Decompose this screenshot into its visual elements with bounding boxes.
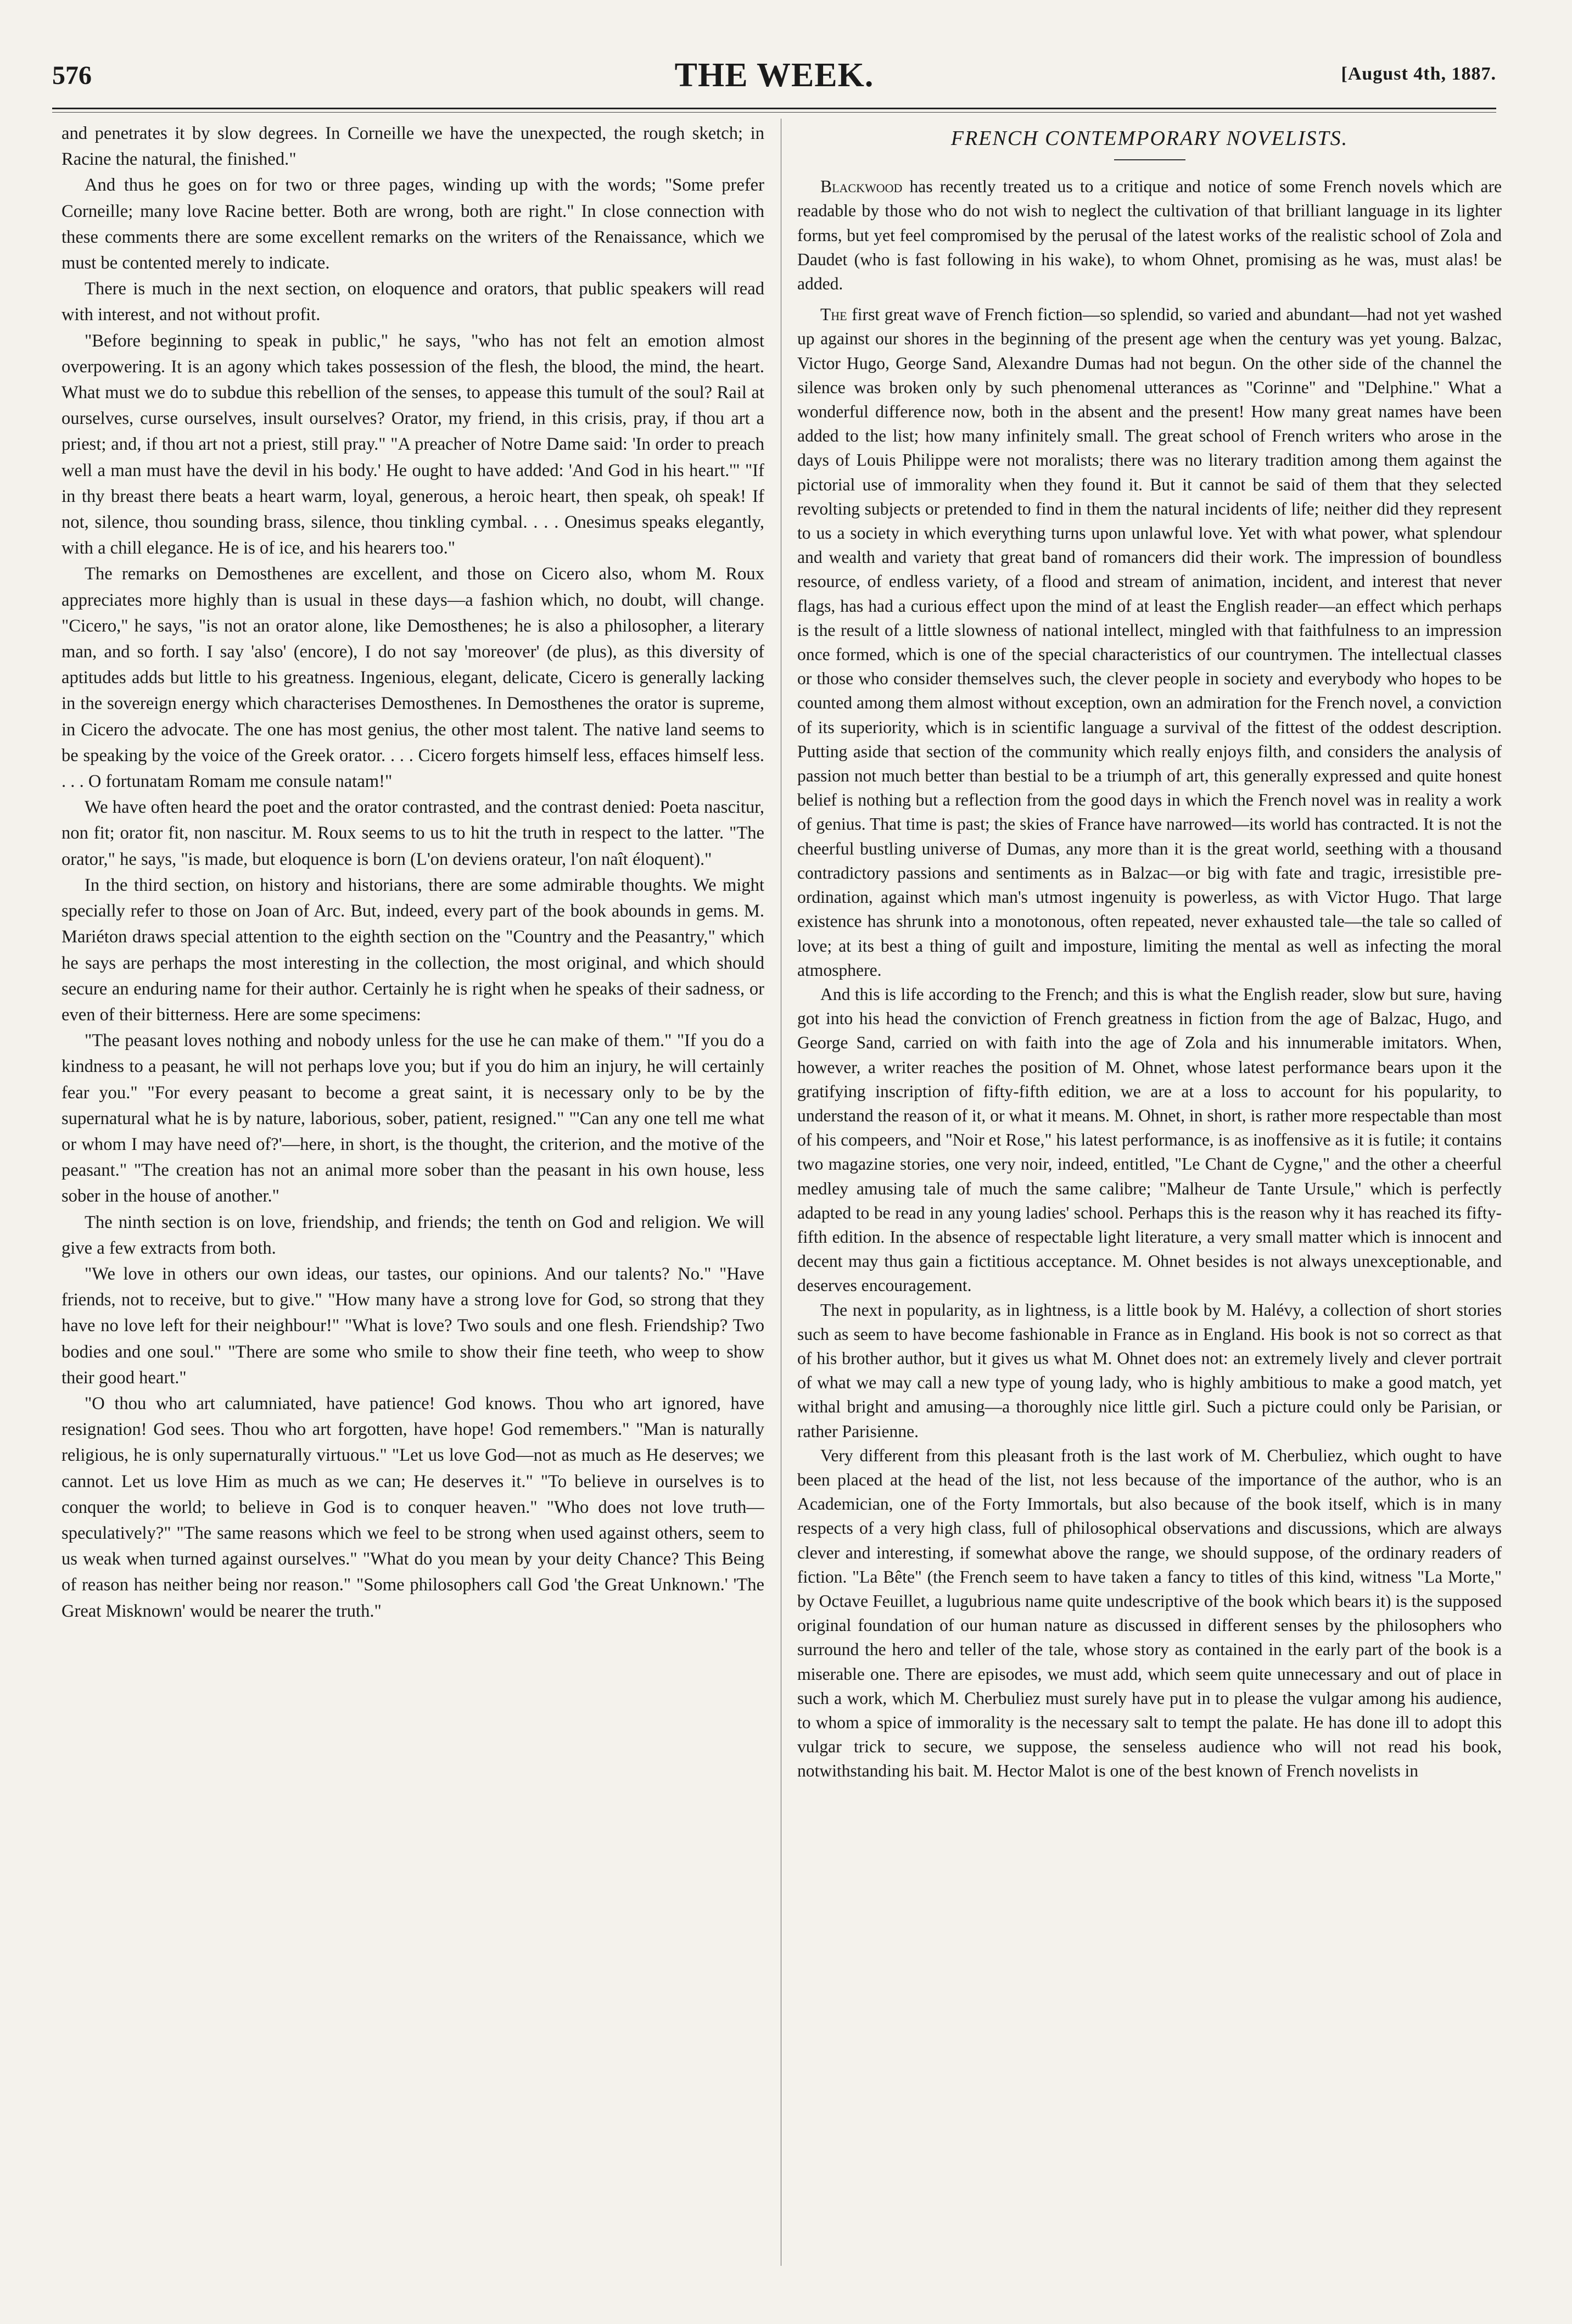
paragraph: "The peasant loves nothing and nobody unless for the use he can make of them." "If you do a kindness to a peasant, he will not perhaps love you; but if you do him an injury, he will certainly fear you." "For every peasant to become a great saint, it is necessary only to be by the supernatural what he is by nature, laborious, sober, patient, resigned." "'Can any one tell me what or whom I may have need of?'—here, in short, is the thought, the criterion, and the motive of the peasant." "The creation has not an animal more sober than the peasant in his own house, less sober in the house of another." <box>61 1031 764 1206</box>
right-column <box>797 121 1502 2262</box>
body-first-text: first great wave of French fiction—so splendid, so varied and abundant—had not yet washed up against our shores in the beginning of the present age when the century was yet young. Balzac, Victor Hugo, George Sand, Alexandre Dumas had not begun. On the other side of the channel the silence was broken only by such phenomenal utterances as "Corinne" and "Delphine." What a wonderful difference now, both in the absent and the present! How many great names have been added to the list; how many infinitely small. The great school of French writers who arose in the days of Louis Philippe were not moralists; there was no literary tradition among them against the pictorial use of immorality when they found it. But it cannot be said of them that they selected revolting subjects or pretended to find in them the natural incidents of life; neither did they represent to us a society in which everything turns upon unlawful love. Yet with what power, what splendour and wealth and variety that great band of romancers did their work. The impression of boundless resource, of endless variety, of a flood and stream of animation, incident, and interest that never flags, has had a curious effect upon the mind of at least the English reader—an effect which perhaps is the result of a little slowness of national intellect, mingled with that faithfulness to an impression once formed, which is one of the special characteristics of our countrymen. The intellectual classes or those who consider themselves such, the clever people in society and everybody who hopes to be counted among them almost without exception, own an admiration for the French novel, a conviction of its superiority, which is in scientific language a survival of the fittest of the oddest description. Putting aside that section of the community which really enjoys filth, and considers the analysis of passion not much better than bestial to be a triumph of art, this generally expressed and quite honest belief is nothing but a reflection from the good days in which the French novel was in reality a work of genius. That time is past; the skies of France have narrowed—its world has contracted. It is not the cheerful bustling universe of Dumas, any more than it is the great world, seething with a thousand contradictory passions and sentiments as in Balzac—or big with fate and tragic, irresistible pre-ordination, against which man's utmost ingenuity is powerless, as with Victor Hugo. That large existence has shrunk into a monotonous, often repeated, never exhausted tale—the tale so called of love; at its best a thing of guilt and imposture, limiting the mental as well as infecting the moral atmosphere. <box>797 305 1502 980</box>
paragraph: "We love in others our own ideas, our tastes, our opinions. And our talents? No." "Have friends, not to receive, but to give." "How many have a strong love for God, so strong that they have no love left for their neighbour!" "What is love? Two souls and one flesh. Friendship? Two bodies and one soul." "There are some who smile to show their fine teeth, who weep to show their good heart." <box>61 1264 764 1388</box>
intro-lead-word: Blackwood <box>820 177 903 197</box>
intro-paragraph <box>797 175 1502 296</box>
paragraph: In the third section, on history and historians, there are some admirable thoughts. We might specially refer to those on Joan of Arc. But, indeed, every part of the book abounds in gems. M. Mariéton draws special attention to the eighth section on the "Country and the Peasantry," which he says are perhaps the most interesting in the collection, the most original, and which should secure an enduring name for their author. Certainly he is right when he speaks of their sadness, or even of their bitterness. Here are some specimens: <box>61 875 764 1025</box>
paragraph <box>797 303 1502 982</box>
issue-date: [August 4th, 1887. <box>1341 64 1496 84</box>
header-rule-thin <box>52 112 1496 113</box>
body-lead-word: The <box>820 305 847 325</box>
paragraph: "Before beginning to speak in public," he says, "who has not felt an emotion almost overpowering. It is an agony which takes possession of the flesh, the blood, the mind, the heart. What must we do to subdue this rebellion of the senses, to appease this tumult of the soul? Rail at ourselves, curse ourselves, insult ourselves? Orator, my friend, in this crisis, pray, if thou art a priest; and, if thou art not a priest, still pray." "A preacher of Notre Dame said: 'In order to preach well a man must have the devil in his body.' He ought to have added: 'And God in his heart.'" "If in thy breast there beats a heart warm, loyal, generous, a heroic heart, then speak, oh speak! If not, silence, thou sounding brass, silence, thou tinkling cymbal. . . . Onesimus speaks elegantly, with a chill elegance. He is of ice, and his hearers too." <box>61 331 764 558</box>
intro-text: has recently treated us to a critique and notice of some French novels which are readable by those who do not wish to neglect the cultivation of that brilliant language in its lighter forms, but yet feel compromised by the perusal of the latest works of the realistic school of Zola and Daudet (who is fast following in his wake), to whom Ohnet, promising as he was, must alas! be added. <box>797 177 1502 294</box>
title-rule <box>1114 159 1185 160</box>
paragraph: And thus he goes on for two or three pages, winding up with the words; "Some prefer Corneille; many love Racine better. Both are wrong, both are right." In close connection with these comments there are some excellent remarks on the writers of the Renaissance, which we must be contented merely to indicate. <box>61 175 764 273</box>
paragraph: We have often heard the poet and the orator contrasted, and the contrast denied: Poeta nascitur, non fit; orator fit, non nascitur. M. Roux seems to us to hit the truth in respect to the latter. "The orator," he says, "is made, but eloquence is born (L'on deviens orateur, l'on naît éloquent)." <box>61 797 764 869</box>
paragraph: The ninth section is on love, friendship, and friends; the tenth on God and religion. We will give a few extracts from both. <box>61 1212 764 1258</box>
page-header <box>52 57 1496 104</box>
paragraph: The next in popularity, as in lightness, is a little book by M. Halévy, a collection of short stories such as seem to have become fashionable in France as in England. His book is not so correct as that of his brother author, but it gives us what M. Ohnet does not: an extremely lively and clever portrait of what we may call a new type of young lady, who is highly ambitious to make a good match, yet withal bright and amusing—a thoroughly nice little girl. Such a picture could only be Parisian, or rather Parisienne. <box>797 1300 1502 1441</box>
paragraph: "O thou who art calumniated, have patience! God knows. Thou who art ignored, have resignation! God sees. Thou who art forgotten, have hope! God remembers." "Man is naturally religious, he is only supernaturally virtuous." "Let us love God—not as much as He deserves; we cannot. Let us love Him as much as we can; He deserves it." "To believe in ourselves is to conquer the world; to believe in God is to conquer heaven." "Who does not love truth—speculatively?" "The same reasons which we feel to be strong when used against others, seem to us weak when turned against ourselves." "What do you mean by your deity Chance? This Being of reason has neither being nor reason." "Some philosophers call God 'the Great Unknown.' 'The Great Misknown' would be nearer the truth." <box>61 1393 764 1621</box>
paragraph: Very different from this pleasant froth is the last work of M. Cherbuliez, which ought to have been placed at the head of the list, not less because of the importance of the author, who is an Academician, one of the Forty Immortals, but also because of the book itself, which is in many respects of a very high class, full of philosophical observations and discussions, which are always clever and interesting, if somewhat above the range, we should suppose, of the ordinary readers of fiction. "La Bête" (the French seem to have taken a fancy to titles of this kind, witness "La Morte," by Octave Feuillet, a lugubrious name quite undescriptive of the book which bears it) is the supposed original foundation of our human nature as discussed in different senses by the philosophers who surround the hero and teller of the tale, whose story as contained in the early part of the book is a miserable one. There are episodes, we must add, which seem quite unnecessary and out of place in such a work, which M. Cherbuliez must surely have put in to please the vulgar among his audience, to whom a spice of immorality is the necessary salt to tempt the palate. He has done ill to adopt this vulgar trick to secure, we suppose, the senseless audience who will not read his book, notwithstanding his bait. M. Hector Malot is one of the best known of French novelists in <box>797 1445 1502 1781</box>
paragraph: And this is life according to the French; and this is what the English reader, slow but sure, having got into his head the conviction of French greatness in fiction from the age of Balzac, Hugo, and George Sand, carried on with faith into the age of Zola and his innumerable imitators. When, however, a writer reaches the position of M. Ohnet, whose latest performance bears upon it the gratifying inscription of fifty-fifth edition, we are at a loss to account for his popularity, to understand the reason of it, or what it means. M. Ohnet, in short, is rather more respectable than most of his compeers, and "Noir et Rose," his latest performance, is as inoffensive as it is futile; it contains two magazine stories, one very noir, indeed, entitled, "Le Chant de Cygne," and the other a cheerful medley amusing tale of much the same calibre; "Malheur de Tante Ursule," which is perfectly adapted to be read in any young ladies' school. Perhaps this is the reason why it has reached its fifty-fifth edition. In the absence of respectable light literature, a very small matter which is innocent and decent may thus gain a fictitious acceptance. M. Ohnet besides is not always unexceptionable, and deserves encouragement. <box>797 984 1502 1295</box>
paragraph: There is much in the next section, on eloquence and orators, that public speakers will read with interest, and not without profit. <box>61 279 764 325</box>
paragraph: The remarks on Demosthenes are excellent, and those on Cicero also, whom M. Roux appreciates more highly than is usual in these days—a fashion which, no doubt, will change. "Cicero," he says, "is not an orator alone, like Demosthenes; he is also a philosopher, a literary man, and so forth. I say 'also' (encore), I do not say 'moreover' (de plus), as this diversity of aptitudes adds but little to his greatness. Ingenious, elegant, delicate, Cicero is generally lacking in the sovereign energy which characterises Demosthenes. In Demosthenes the orator is supreme, in Cicero the advocate. The one has most genius, the other most talent. The native land seems to be speaking by the voice of the Greek orator. . . . Cicero forgets himself less, effaces himself less. . . . O fortunatam Romam me consule natam!" <box>61 564 764 792</box>
paragraph: and penetrates it by slow degrees. In Corneille we have the unexpected, the rough sketch; in Racine the natural, the finished." <box>61 124 764 170</box>
header-rule-thick <box>52 108 1496 109</box>
page-number: 576 <box>52 61 92 90</box>
article-title: FRENCH CONTEMPORARY NOVELISTS. <box>950 127 1349 150</box>
masthead-title: THE WEEK. <box>674 57 874 94</box>
left-column <box>61 121 764 2262</box>
